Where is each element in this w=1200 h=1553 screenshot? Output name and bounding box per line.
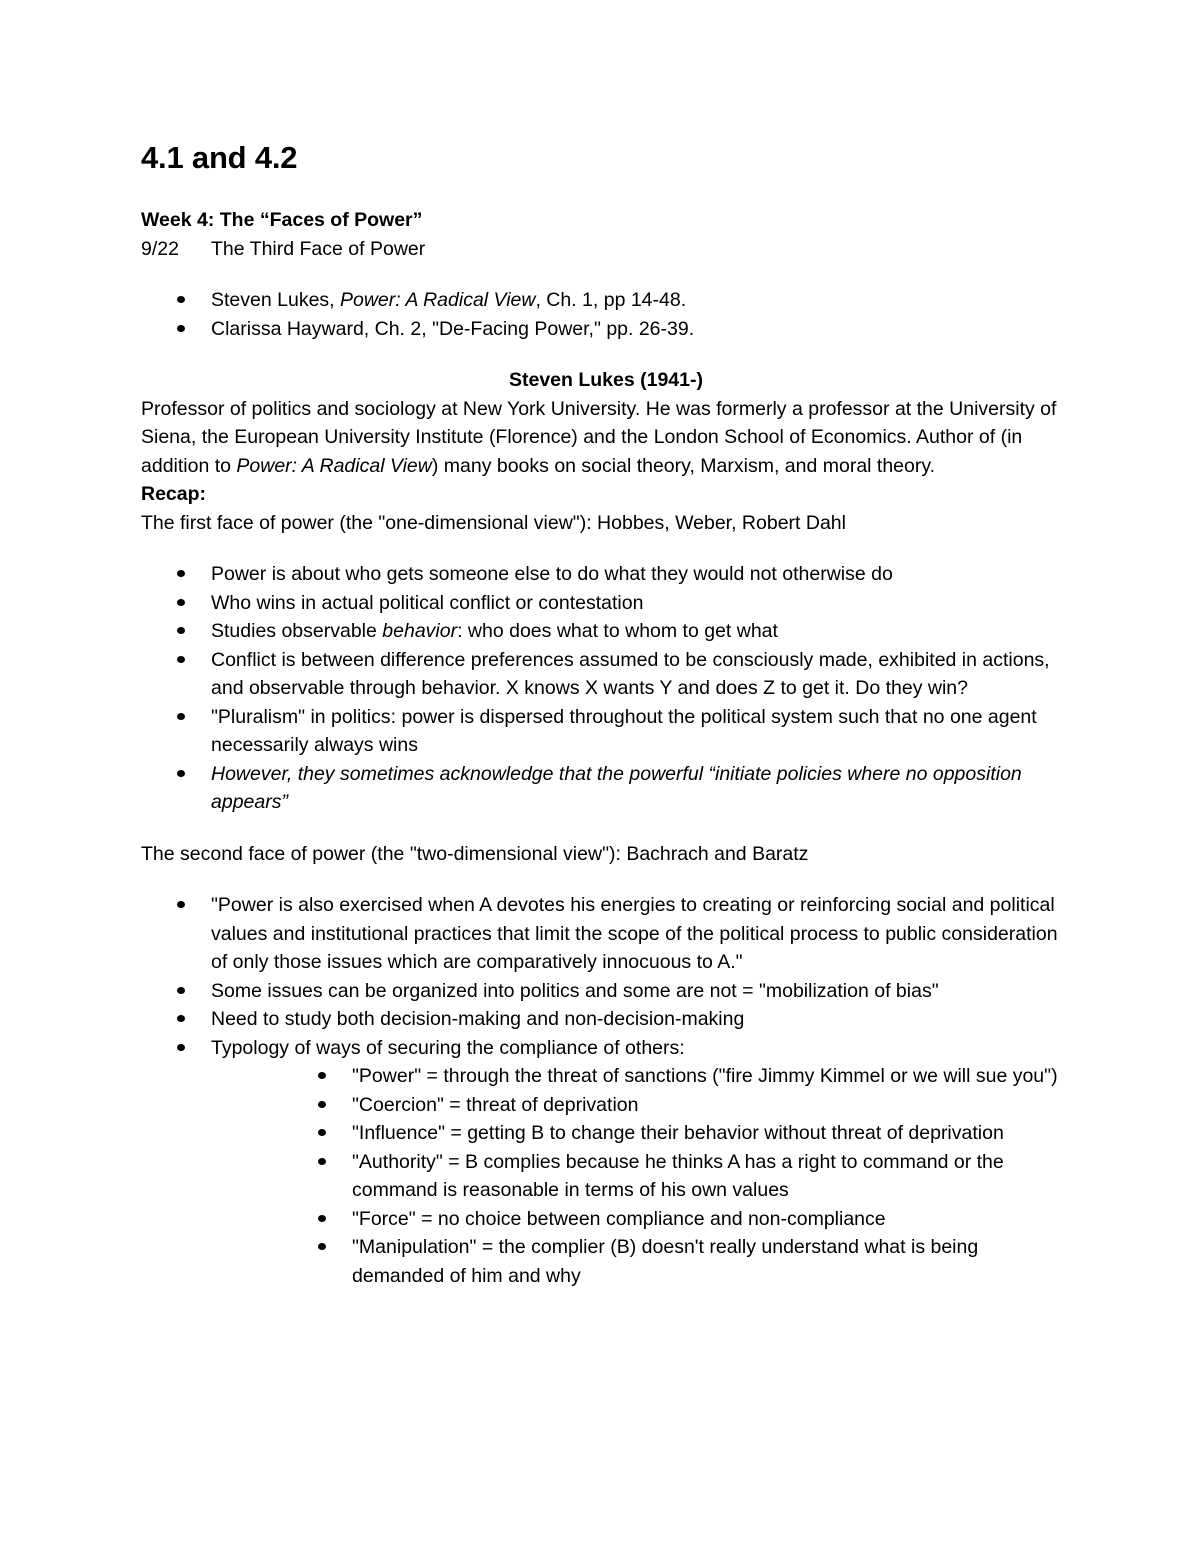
reading-author: Steven Lukes, [211, 289, 340, 311]
session-topic: The Third Face of Power [211, 237, 426, 260]
list-item: Conflict is between difference preferences assumed to be consciously made, exhibited in actions, and observable through behavior. X knows X wants Y and does Z to get it. Do they win? [141, 646, 1071, 703]
spacer [141, 263, 1071, 286]
list-item: "Pluralism" in politics: power is dispersed throughout the political system such that no one agent necessarily always wins [141, 703, 1071, 760]
typology-item-coercion: "Coercion" = threat of deprivation [211, 1091, 1071, 1120]
list-item: Who wins in actual political conflict or contestation [141, 589, 1071, 618]
typology-list [211, 1062, 1071, 1290]
list-item: Need to study both decision-making and non-decision-making [141, 1005, 1071, 1034]
readings-list [141, 286, 1071, 343]
lukes-heading: Steven Lukes (1941-) [508, 369, 703, 391]
recap-label: Recap: [141, 483, 207, 505]
typology-item-power: "Power" = through the threat of sanctions ("fire Jimmy Kimmel or we will sue you") [211, 1062, 1071, 1091]
typology-item-force: "Force" = no choice between compliance and non-compliance [211, 1205, 1071, 1234]
lukes-bio [141, 395, 1071, 481]
bio-text-2: ) many books on social theory, Marxism, and moral theory. [431, 454, 936, 477]
second-face-intro: The second face of power (the "two-dimensional view"): Bachrach and Baratz [141, 842, 809, 865]
week-heading: Week 4: The “Faces of Power” [141, 209, 423, 231]
reading-pages: , Ch. 1, pp 14-48. [535, 289, 687, 311]
document-title: 4.1 and 4.2 [141, 140, 298, 175]
date-row [141, 235, 1071, 264]
reading-book-title: Power: A Radical View [340, 289, 536, 311]
list-item-text: Typology of ways of securing the compliance of others: [211, 1036, 685, 1059]
list-item-text: : who does what to whom to get what [457, 620, 778, 642]
list-item-italic: behavior [382, 620, 458, 642]
spacer [141, 343, 1071, 366]
typology-item-influence: "Influence" = getting B to change their behavior without threat of deprivation [211, 1119, 1071, 1148]
session-date: 9/22 [141, 237, 179, 260]
list-item-text: Studies observable [211, 620, 383, 642]
list-item [141, 1034, 1071, 1291]
list-item [141, 617, 1071, 646]
reading-item [141, 286, 1071, 315]
spacer [141, 868, 1071, 891]
typology-item-authority: "Authority" = B complies because he thinks A has a right to command or the command is reasonable in terms of his own values [211, 1148, 1071, 1205]
first-face-intro: The first face of power (the "one-dimensional view"): Hobbes, Weber, Robert Dahl [141, 511, 846, 534]
bio-text-1: Professor of politics and sociology at New York University. He was formerly a professor at the University of Siena, the European University Institute (Florence) and the London School of Economics. Author of (in addition to [141, 397, 1057, 477]
list-item: Some issues can be organized into politics and some are not = "mobilization of bias" [141, 977, 1071, 1006]
list-item [141, 760, 1071, 817]
bio-book-title: Power: A Radical View [236, 454, 432, 477]
list-item: Power is about who gets someone else to do what they would not otherwise do [141, 560, 1071, 589]
spacer [141, 817, 1071, 840]
list-item: "Power is also exercised when A devotes his energies to creating or reinforcing social and political values and institutional practices that limit the scope of the political process to public consideration of only those issues which are comparatively innocuous to A." [141, 891, 1071, 977]
first-face-list [141, 560, 1071, 817]
second-face-list [141, 891, 1071, 1290]
list-item-italic: However, they sometimes acknowledge that the powerful “initiate policies where no opposition appears” [211, 762, 1022, 813]
reading-item: Clarissa Hayward, Ch. 2, "De-Facing Power," pp. 26-39. [141, 315, 1071, 344]
typology-item-manipulation: "Manipulation" = the complier (B) doesn't really understand what is being demanded of him and why [211, 1233, 1071, 1290]
document-page [141, 136, 1071, 1290]
spacer [141, 537, 1071, 560]
